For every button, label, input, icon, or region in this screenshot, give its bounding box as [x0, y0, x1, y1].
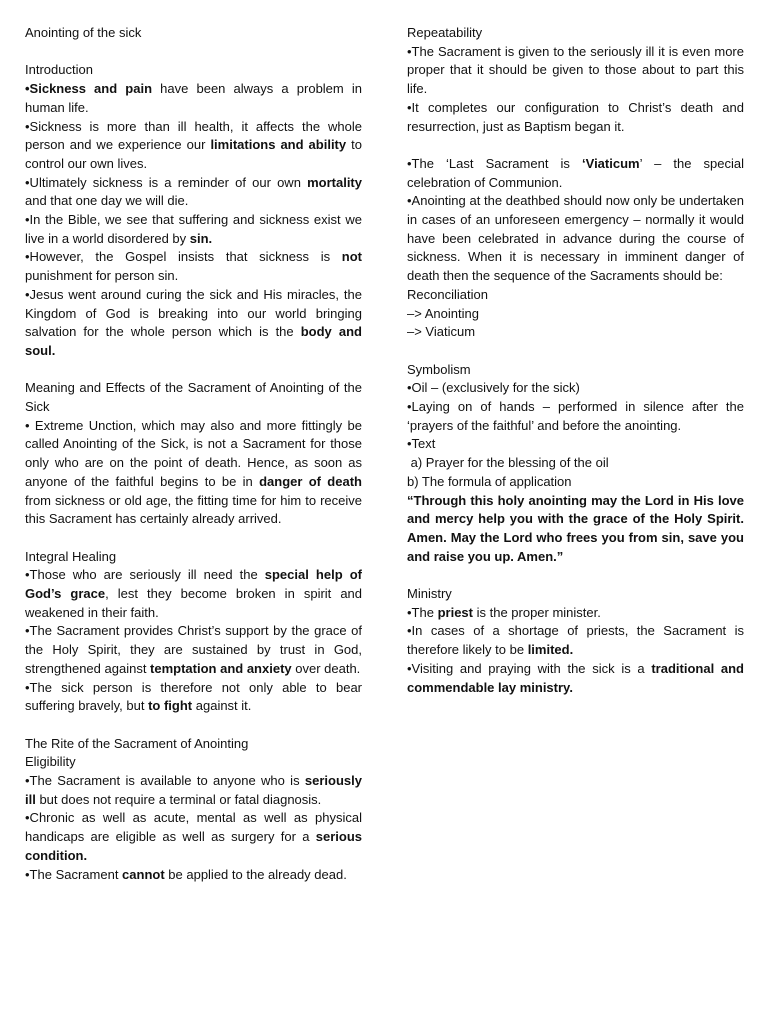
symbolism-item: b) The formula of application — [407, 473, 572, 489]
bold-text: cannot — [122, 866, 165, 882]
bold-text: not — [341, 249, 362, 265]
text-run: •Ultimately sickness is a reminder of our own — [25, 174, 308, 190]
symbolism-item: a) Prayer for the blessing of the oil — [407, 455, 609, 471]
text-run: punishment for person sin. — [25, 268, 179, 284]
text-run: •Sickness is more than ill health, it affects the whole person and we experience our — [25, 118, 362, 153]
text-run: •Those who are seriously ill need the — [25, 567, 265, 583]
bold-text: priest — [437, 604, 473, 620]
text-run: •In the Bible, we see that suffering and sickness exist we live in a world disordered by — [25, 212, 362, 246]
intro-paragraph — [25, 211, 362, 248]
meaning-paragraph — [25, 417, 362, 529]
repeat-paragraph: •The Sacrament is given to the seriously ill it is even more proper that it should be given to those about to part this life. — [407, 43, 744, 97]
viaticum-paragraph — [407, 155, 744, 192]
intro-paragraph — [25, 80, 362, 117]
bold-text: sin. — [189, 230, 213, 246]
intro-paragraph — [25, 248, 362, 285]
sequence-item: –> Viaticum — [407, 324, 476, 340]
document-title: Anointing of the sick — [25, 25, 142, 40]
left-column — [25, 24, 362, 884]
bold-text: mortality — [307, 174, 362, 190]
section-heading-integral-healing: Integral Healing — [25, 548, 117, 564]
deathbed-paragraph: •Anointing at the deathbed should now only be undertaken in cases of an unforeseen emergency – normally it would have been celebrated in advance during the course of sickness. When it is necessary in imminent danger of death then the sequence of the Sacraments should be: — [407, 193, 744, 284]
bold-text: limited. — [527, 642, 574, 658]
bold-text: seriously ill — [25, 773, 362, 807]
text-run: be applied to the already dead. — [164, 866, 347, 882]
text-run: but does not require a terminal or fatal diagnosis. — [35, 791, 322, 807]
text-run: ’ – the special celebration of Communion. — [407, 155, 745, 190]
text-run: •The ‘Last Sacrament is — [407, 155, 583, 171]
text-run: is the proper minister. — [472, 604, 601, 620]
text-run: •In cases of a shortage of priests, the Sacrament is therefore likely to be — [407, 623, 744, 658]
eligibility-paragraph — [25, 772, 362, 809]
bold-text: traditional and commendable lay ministry. — [407, 660, 744, 695]
intro-paragraph — [25, 174, 362, 211]
symbolism-item: •Text — [407, 436, 436, 452]
intro-paragraph — [25, 286, 362, 361]
ministry-paragraph — [407, 622, 744, 659]
intro-paragraph — [25, 118, 362, 174]
text-run: to control our own lives. — [25, 137, 362, 171]
text-run: against it. — [192, 698, 252, 714]
section-heading-introduction: Introduction — [25, 62, 93, 78]
text-run: •The Sacrament is available to anyone who is — [25, 773, 305, 789]
formula-quote: “Through this holy anointing may the Lord in His love and mercy help you with the grace of the Holy Spirit. Amen. May the Lord who frees you from sin, save you and raise you up. Amen.” — [407, 492, 744, 564]
bold-text: special help of God’s grace — [25, 567, 362, 602]
text-run: and that one day we will die. — [25, 193, 189, 209]
bold-text: to fight — [148, 698, 193, 714]
healing-paragraph — [25, 622, 362, 678]
right-column — [407, 24, 744, 697]
section-heading-rite: The Rite of the Sacrament of Anointing — [25, 735, 249, 751]
symbolism-item: •Laying on of hands – performed in silence after the ‘prayers of the faithful’ and before the anointing. — [407, 399, 744, 433]
subheading-eligibility: Eligibility — [25, 754, 76, 770]
healing-paragraph — [25, 679, 362, 716]
bold-text: ‘Viaticum — [582, 155, 640, 171]
text-run: •However, the Gospel insists that sickness is — [25, 249, 342, 265]
text-run: from sickness or old age, the fitting time for him to receive this Sacrament has certainly already arrived. — [25, 492, 362, 527]
bold-text: body and soul. — [25, 324, 362, 358]
repeat-paragraph: •It completes our configuration to Christ’s death and resurrection, just as Baptism began it. — [407, 99, 744, 134]
bold-text: temptation and anxiety — [150, 660, 292, 676]
text-run: •The Sacrament provides Christ’s support by the grace of the Holy Spirit, they are sustained by trust in God, strengthened against — [25, 623, 362, 676]
section-heading-ministry: Ministry — [407, 586, 452, 602]
text-run: •Chronic as well as acute, mental as well as physical handicaps are eligible as well as surgery for a — [25, 810, 362, 845]
text-run: have been always a problem in human life. — [25, 81, 362, 115]
text-run: , lest they become broken in spirit and weakened in their faith. — [25, 586, 363, 620]
symbolism-item: •Oil – (exclusively for the sick) — [407, 380, 580, 396]
section-heading-symbolism: Symbolism — [407, 361, 471, 377]
sequence-item: Reconciliation — [407, 286, 488, 302]
text-run: •Visiting and praying with the sick is a — [407, 660, 652, 676]
healing-paragraph — [25, 566, 362, 622]
section-heading-meaning: Meaning and Effects of the Sacrament of Anointing of the Sick — [25, 380, 362, 415]
text-run: •The sick person is therefore not only able to bear suffering bravely, but — [25, 679, 362, 714]
text-run: •The — [407, 604, 438, 620]
sequence-item: –> Anointing — [407, 305, 479, 321]
ministry-paragraph — [407, 604, 744, 623]
ministry-paragraph — [407, 660, 744, 697]
text-run: •The Sacrament — [25, 866, 123, 882]
bold-text: danger of death — [259, 473, 362, 489]
text-run: • Extreme Unction, which may also and more fittingly be called Anointing of the Sick, is not a Sacrament for those only who are on the point of death. Hence, as soon as anyone of the faithful begins to be in — [25, 417, 362, 489]
bold-text: •Sickness and pain — [25, 81, 153, 97]
bold-text: limitations and ability — [210, 137, 347, 153]
text-run: •Jesus went around curing the sick and His miracles, the Kingdom of God is breaking into our world bringing salvation for the whole person which is the — [25, 286, 362, 340]
eligibility-paragraph — [25, 809, 362, 865]
bold-text: serious condition. — [25, 829, 362, 863]
section-heading-repeatability: Repeatability — [407, 25, 483, 40]
eligibility-paragraph — [25, 866, 362, 885]
text-run: over death. — [291, 660, 361, 676]
